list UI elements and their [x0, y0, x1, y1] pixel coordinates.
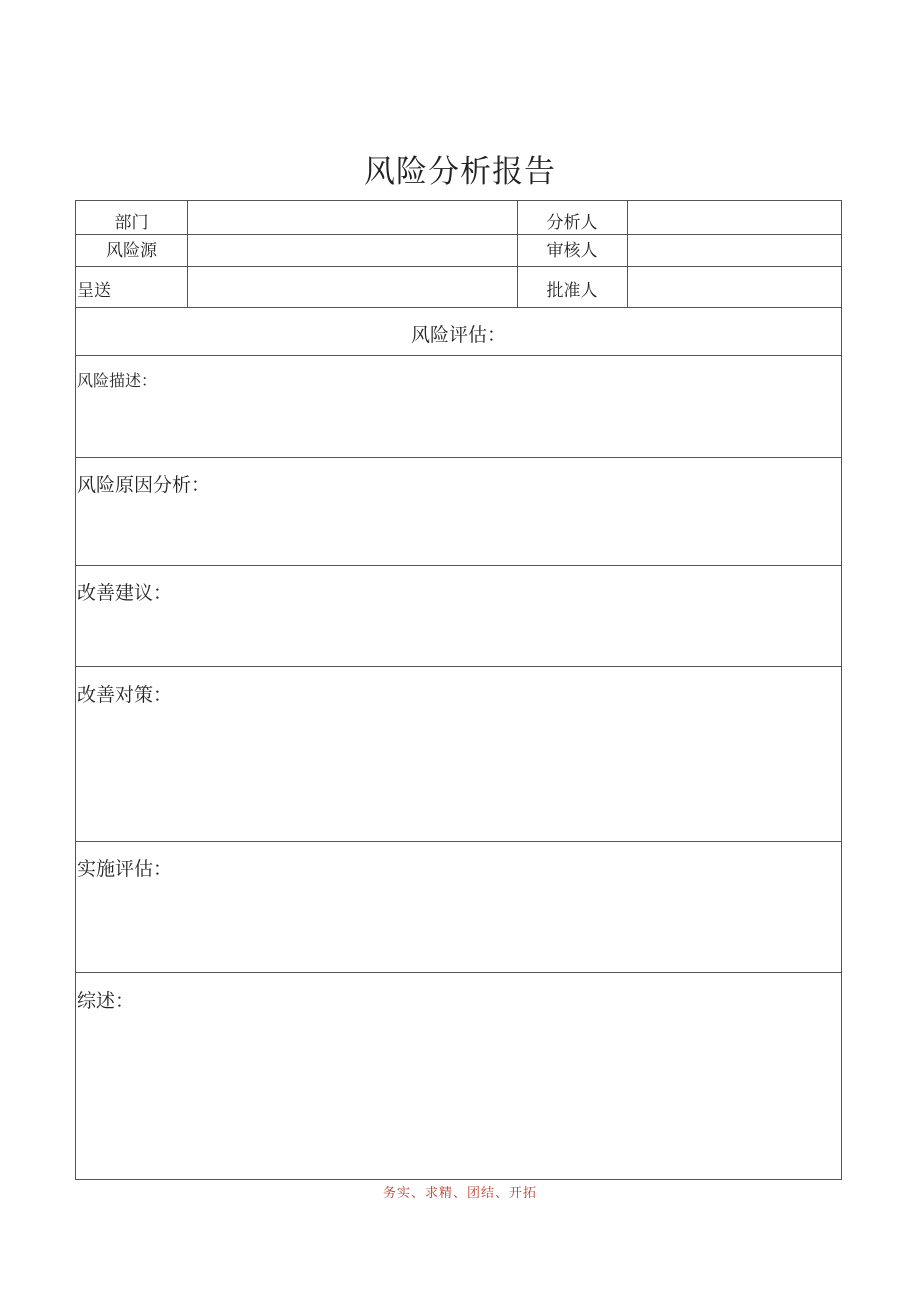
- analyst-label: 分析人: [546, 213, 598, 233]
- row-divider: [76, 355, 841, 356]
- risk-cause-label: 风险原因分析：: [77, 474, 211, 496]
- risk-cause-area[interactable]: [76, 496, 841, 563]
- risk-analysis-form: [75, 200, 842, 1180]
- improvement-measures-label: 改善对策：: [77, 684, 173, 706]
- row-divider: [76, 841, 841, 842]
- risk-description-area[interactable]: [76, 391, 841, 455]
- row-divider: [76, 666, 841, 667]
- improvement-suggestion-area[interactable]: [76, 604, 841, 664]
- risk-source-label: 风险源: [106, 241, 157, 261]
- improvement-suggestion-label: 改善建议：: [77, 582, 173, 604]
- row-divider: [76, 234, 841, 235]
- department-label: 部门: [114, 213, 149, 233]
- row-divider: [76, 565, 841, 566]
- risk-description-label: 风险描述：: [77, 371, 158, 390]
- submit-to-label: 呈送: [77, 281, 111, 301]
- row-divider: [76, 307, 841, 308]
- implementation-assessment-area[interactable]: [76, 880, 841, 970]
- column-divider: [187, 201, 188, 307]
- document-title: 风险分析报告: [364, 154, 556, 190]
- row-divider: [76, 266, 841, 267]
- reviewer-label: 审核人: [546, 241, 598, 261]
- implementation-assessment-label: 实施评估：: [77, 858, 173, 880]
- row-divider: [76, 972, 841, 973]
- risk-assessment-header: 风险评估：: [410, 324, 506, 346]
- footer-slogan: 务实、求精、团结、开拓: [382, 1186, 537, 1201]
- summary-area[interactable]: [76, 1012, 841, 1177]
- summary-label: 综述：: [77, 990, 135, 1012]
- column-divider: [627, 201, 628, 307]
- approver-label: 批准人: [546, 281, 598, 301]
- row-divider: [76, 457, 841, 458]
- improvement-measures-area[interactable]: [76, 706, 841, 839]
